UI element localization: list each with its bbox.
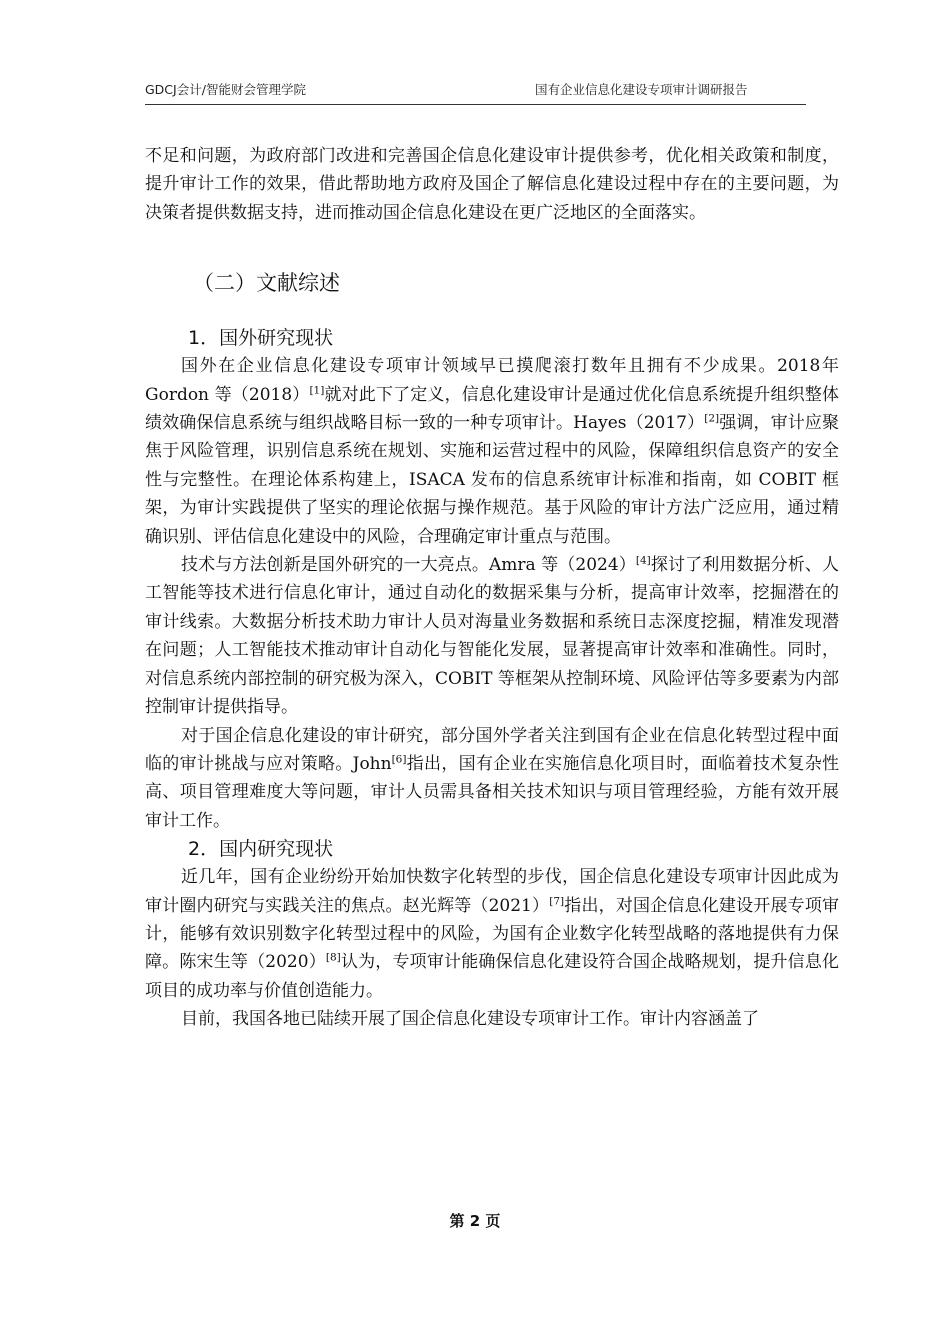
page-header: [145, 80, 806, 100]
citation-1: [1]: [309, 384, 325, 397]
text-segment: 就对此下了定义，信息化建设审计是通过优化信息系统提升组织整体绩效确保信息系统与组织战略目标一致的一种专项审计。Hayes（2017）: [145, 384, 839, 434]
text-segment: 强调，审计应聚焦于风险管理，识别信息系统在规划、实施和运营过程中的风险，保障组织信息资产的安全性与完整性。在理论体系构建上，ISACA 发布的信息系统审计标准和指南，如 COBIT 框架，为审计实践提供了坚实的理论依据与操作规范。基于风险的审计方法广泛应用，通过精确识别、评估信息化建设中的风险，合理确定审计重点与范围。: [145, 413, 839, 547]
text-segment: 技术与方法创新是国外研究的一大亮点。Amra 等（2024）: [181, 555, 636, 576]
text-segment: 指出，国有企业在实施信息化项目时，面临着技术复杂性高、项目管理难度大等问题，审计人员需具备相关技术知识与项目管理经验，方能有效开展审计工作。: [145, 753, 840, 831]
document-body: [145, 142, 839, 1034]
citation-7: [7]: [549, 895, 565, 908]
domestic-paragraph-1: [145, 863, 839, 1005]
page-number: 第 2 页: [449, 1212, 501, 1230]
citation-4: [4]: [635, 554, 651, 567]
text-segment: 认为，专项审计能确保信息化建设符合国企战略规划，提升信息化项目的成功率与价值创造能力。: [145, 952, 839, 1001]
header-institution: GDCJ会计/智能财会管理学院: [145, 82, 306, 97]
foreign-research-heading: 1．国外研究现状: [188, 327, 334, 350]
citation-2: [2]: [704, 412, 720, 425]
domestic-research-heading: 2．国内研究现状: [188, 838, 334, 861]
header-divider: [145, 104, 806, 105]
header-report-title: 国有企业信息化建设专项审计调研报告: [535, 82, 748, 97]
foreign-paragraph-1: [145, 352, 839, 551]
foreign-paragraph-3: [145, 722, 839, 836]
text-segment: 国外在企业信息化建设专项审计领域早已摸爬滚打数年且拥有不少成果。2018年 Gordon 等（2018）: [145, 356, 839, 405]
text-segment: 近几年，国有企业纷纷开始加快数字化转型的步伐，国企信息化建设专项审计因此成为审计圈内研究与实践关注的焦点。赵光辉等（2021）: [145, 867, 839, 916]
domestic-paragraph-2: 目前，我国各地已陆续开展了国企信息化建设专项审计工作。审计内容涵盖了: [181, 1009, 759, 1030]
foreign-paragraph-2: [145, 551, 839, 721]
section-title: （二）文献综述: [193, 271, 340, 296]
citation-8: [8]: [325, 951, 341, 964]
intro-paragraph: 不足和问题，为政府部门改进和完善国企信息化建设审计提供参考，优化相关政策和制度，提升审计工作的效果，借此帮助地方政府及国企了解信息化建设过程中存在的主要问题，为决策者提供数据支持，进而推动国企信息化建设在更广泛地区的全面落实。: [145, 146, 839, 223]
text-segment: 探讨了利用数据分析、人工智能等技术进行信息化审计，通过自动化的数据采集与分析，提高审计效率，挖掘潜在的审计线索。大数据分析技术助力审计人员对海量业务数据和系统日志深度挖掘，精准发现潜在问题；人工智能技术推动审计自动化与智能化发展，显著提高审计效率和准确性。同时，对信息系统内部控制的研究极为深入，COBIT 等框架从控制环境、风险评估等多要素为内部控制审计提供指导。: [145, 555, 840, 718]
text-segment: 指出，对国企信息化建设开展专项审计，能够有效识别数字化转型过程中的风险，为国有企业数字化转型战略的落地提供有力保障。陈宋生等（2020）: [145, 895, 839, 973]
text-segment: 对于国企信息化建设的审计研究，部分国外学者关注到国有企业在信息化转型过程中面临的审计挑战与应对策略。John: [145, 725, 839, 774]
citation-6: [6]: [391, 753, 407, 766]
